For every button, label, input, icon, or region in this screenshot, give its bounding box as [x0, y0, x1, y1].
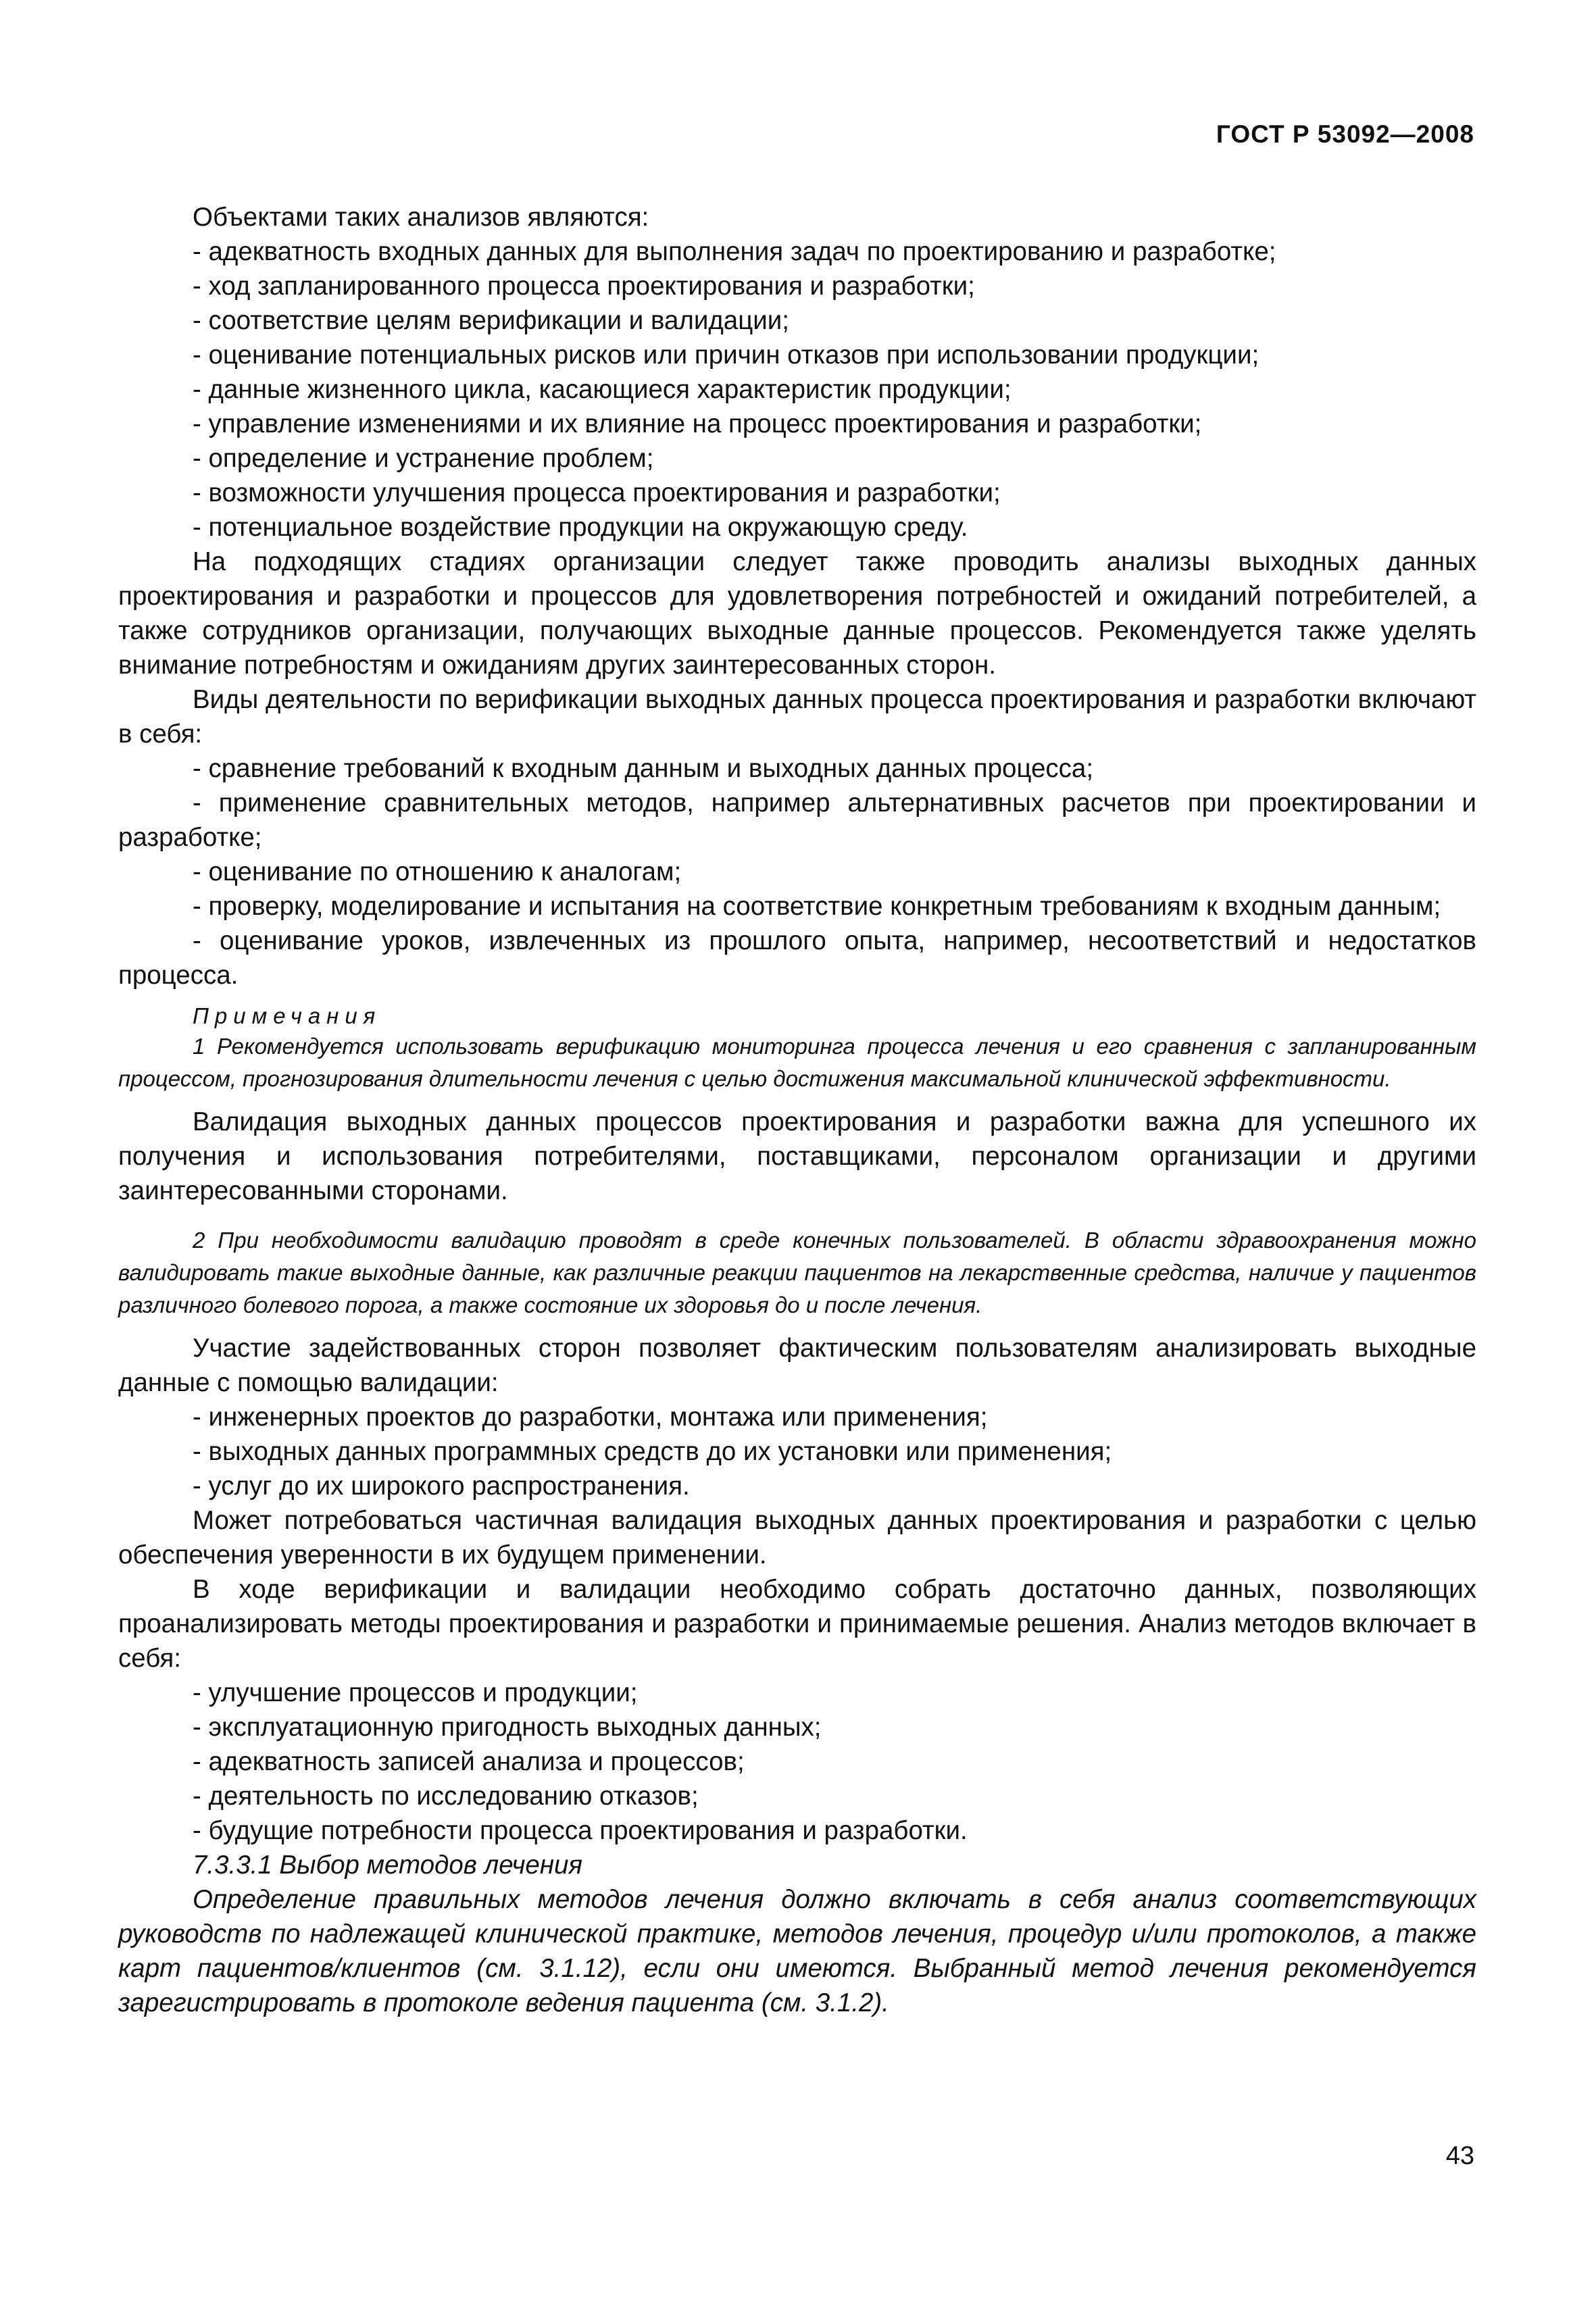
- section-title: 7.3.3.1 Выбор методов лечения: [193, 1851, 582, 1880]
- note-2: 2 При необходимости валидацию проводят в среде конечных пользователей. В области здравоохранения можно валидировать такие выходные данные, как различные реакции пациентов на лекарственные средства, наличие у пациентов различного болевого порога, а также состояние их здоровья до и после лечения.: [118, 1228, 1476, 1317]
- list-item: - данные жизненного цикла, касающиеся характеристик продукции;: [193, 375, 1012, 404]
- list-item: - оценивание уроков, извлеченных из прошлого опыта, например, несоответствий и недостатков процесса.: [118, 926, 1476, 990]
- list-item: - адекватность записей анализа и процессов;: [193, 1747, 745, 1776]
- list-item: - управление изменениями и их влияние на процесс проектирования и разработки;: [193, 409, 1202, 438]
- document-body: [118, 200, 1476, 2020]
- list-item: - оценивание потенциальных рисков или причин отказов при использовании продукции;: [193, 341, 1260, 370]
- list-item: - оценивание по отношению к аналогам;: [193, 857, 682, 886]
- list-item: - эксплуатационную пригодность выходных данных;: [193, 1713, 822, 1742]
- list-item: - инженерных проектов до разработки, монтажа или применения;: [193, 1403, 988, 1432]
- list-item: - возможности улучшения процесса проектирования и разработки;: [193, 478, 1001, 507]
- list-item: - ход запланированного процесса проектирования и разработки;: [193, 272, 975, 301]
- list-item: - адекватность входных данных для выполнения задач по проектированию и разработке;: [193, 237, 1276, 266]
- section-text: Определение правильных методов лечения должно включать в себя анализ соответствующих руководств по надлежащей клинической практике, методов лечения, процедур и/или протоколов, а также карт пациентов/клиентов (см. 3.1.12), если они имеются. Выбранный метод лечения рекомендуется зарегистрировать в протоколе ведения пациента (см. 3.1.2).: [118, 1885, 1476, 2017]
- list-item: - услуг до их широкого распространения.: [193, 1472, 690, 1501]
- list-item: - потенциальное воздействие продукции на окружающую среду.: [193, 513, 968, 542]
- document-header: ГОСТ Р 53092—2008: [1216, 120, 1474, 148]
- list-item: - соответствие целям верификации и валидации;: [193, 306, 789, 335]
- paragraph-participation: Участие задействованных сторон позволяет фактическим пользователям анализировать выходные данные с помощью валидации:: [118, 1334, 1476, 1397]
- list-item: - выходных данных программных средств до их установки или применения;: [193, 1437, 1112, 1466]
- page-number: 43: [1445, 2142, 1474, 2170]
- list-item: - деятельность по исследованию отказов;: [193, 1782, 699, 1811]
- paragraph-partial-validation: Может потребоваться частичная валидация выходных данных проектирования и разработки с целью обеспечения уверенности в их будущем применении.: [118, 1506, 1476, 1569]
- list-item: - определение и устранение проблем;: [193, 444, 654, 473]
- paragraph-verification: Виды деятельности по верификации выходных данных процесса проектирования и разработки включают в себя:: [118, 685, 1476, 749]
- list-item: - сравнение требований к входным данным и выходных данных процесса;: [193, 754, 1094, 783]
- note-1: 1 Рекомендуется использовать верификацию мониторинга процесса лечения и его сравнения с запланированным процессом, прогнозирования длительности лечения с целью достижения максимальной клинической эффективности.: [118, 1034, 1476, 1091]
- list-item: - будущие потребности процесса проектирования и разработки.: [193, 1816, 968, 1845]
- list-item: - применение сравнительных методов, например альтернативных расчетов при проектировании и разработке;: [118, 788, 1476, 852]
- paragraph-validation: Валидация выходных данных процессов проектирования и разработки важна для успешного их получения и использования потребителями, поставщиками, персоналом организации и другими заинтересованными сторонами.: [118, 1107, 1476, 1205]
- paragraph-stages: На подходящих стадиях организации следует также проводить анализы выходных данных проектирования и разработки и процессов для удовлетворения потребностей и ожиданий потребителей, а также сотрудников организации, получающих выходные данные процессов. Рекомендуется также уделять внимание потребностям и ожиданиям других заинтересованных сторон.: [118, 547, 1476, 680]
- list-item: - улучшение процессов и продукции;: [193, 1678, 638, 1707]
- paragraph-methods: В ходе верификации и валидации необходимо собрать достаточно данных, позволяющих проанализировать методы проектирования и разработки и принимаемые решения. Анализ методов включает в себя:: [118, 1575, 1476, 1673]
- intro-objects: Объектами таких анализов являются:: [193, 203, 649, 232]
- notes-title: Примечания: [193, 1003, 382, 1028]
- list-item: - проверку, моделирование и испытания на соответствие конкретным требованиям к входным данным;: [193, 892, 1441, 921]
